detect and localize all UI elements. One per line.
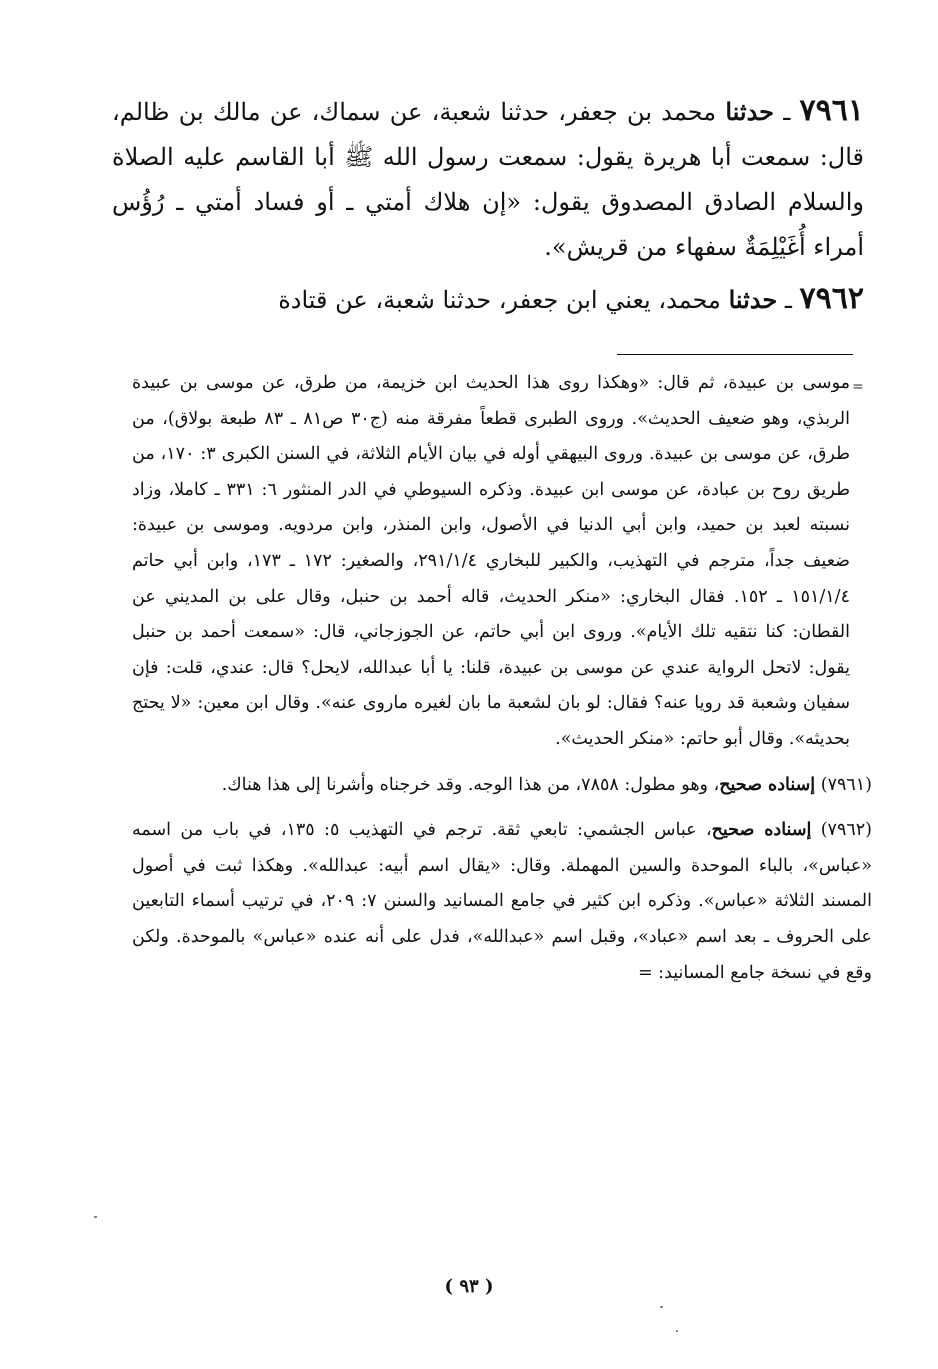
scan-speck [660,1306,663,1308]
hadith-dash: ـ [784,286,792,314]
hadith-number: ٧٩٦٢ [799,281,864,316]
footnote-separator [617,354,853,355]
page-number: ( ٩٣ ) [444,1276,494,1297]
hadith-7961 [112,88,864,270]
footnote-lead: إسناده صحيح [711,820,812,841]
footnote-ref: (٧٩٦٢) [820,820,872,841]
hadith-text: محمد بن جعفر، حدثنا شعبة، عن سماك، عن مالك بن ظالم، قال: سمعت أبا هريرة يقول: سمعت رسول الله ﷺ أبا القاسم عليه الصلاة والسلام الصادق المصدوق يقول: «إن هلاك أمتي ـ أو فساد أمتي ـ رُؤُس أمراء أُغَيْلِمَةٌ سفهاء من قريش». [112,98,864,261]
footnote-text: ، عباس الجشمي: تابعي ثقة. ترجم في التهذيب ٥: ١٣٥، في باب من اسمه «عباس»، بالباء الموحدة والسين المهملة. وقال: «يقال اسم أبيه: عبدالله». وهكذا ثبت في أصول المسند الثلاثة «عباس». وذكره ابن كثير في جامع المسانيد والسنن ٧: ٢٠٩، في ترتيب أسماء التابعين على الحروف ـ بعد اسم «عباد»، وقبل اسم «عبدالله»، فدل على أنه عنده «عباس» بالموحدة. ولكن وقع في نسخة جامع المسانيد: = [132,820,872,983]
footnote-7962 [132,813,872,991]
footnote-carryover: موسى بن عبيدة، ثم قال: «وهكذا روى هذا الحديث ابن خزيمة، من طرق، عن موسى بن عبيدة الربذي، وهو ضعيف الحديث». وروى الطبرى قطعاً مفرقة منه (ج٣٠ ص٨١ ـ ٨٣ طبعة بولاق)، من طرق، عن موسى بن عبيدة. وروى البيهقي أوله في بيان الأيام الثلاثة، في السنن الكبرى ٣: ١٧٠، من طريق روح بن عبادة، عن موسى ابن عبيدة. وذكره السيوطي في الدر المنثور ٦: ٣٣١ ـ كاملا، وزاد نسبته لعبد بن حميد، وابن أبي الدنيا في الأصول، وابن المنذر، وابن مردويه. وموسى بن عبيدة: ضعيف جداً، مترجم في التهذيب، والكبير للبخاري ٢٩١/١/٤، والصغير: ١٧٢ ـ ١٧٣، وابن أبي حاتم ١٥١/١/٤ ـ ١٥٢. فقال البخاري: «منكر الحديث، قاله أحمد بن حنبل، وقال على بن المديني عن القطان: كنا نتقيه تلك الأيام». وروى ابن أبي حاتم، عن الجوزجاني، قال: «سمعت أحمد بن حنبل يقول: لاتحل الرواية عندي عن موسى بن عبيدة، قلنا: يا أبا عبدالله، لايحل؟ قال: عندي، قلت: فإن سفيان وشعبة قد رويا عنه؟ فقال: لو بان لشعبة ما بان لغيره ماروى عنه». وقال ابن معين: «لا يحتج بحديثه». وقال أبو حاتم: «منكر الحديث». [132,373,851,749]
main-text [112,88,864,323]
hadith-text: محمد، يعني ابن جعفر، حدثنا شعبة، عن قتادة [278,286,721,314]
footnote-ref: (٧٩٦١) [820,774,872,795]
continuation-mark: = [852,379,864,395]
hadith-dash: ـ [783,98,791,126]
hadith-number: ٧٩٦١ [799,93,864,128]
scan-speck [676,1330,678,1332]
footnote-7961 [132,768,872,804]
footnote-lead: إسناده صحيح [719,774,816,795]
hadith-lead-word: حدثنا [725,97,774,126]
footnote-text: ، وهو مطول: ٧٨٥٨، من هذا الوجه. وقد خرجناه وأشرنا إلى هذا هناك. [221,774,720,795]
hadith-lead-word: حدثنا [728,285,778,314]
footnotes [132,366,872,991]
hadith-7962 [112,276,864,323]
scan-speck [94,1216,97,1218]
